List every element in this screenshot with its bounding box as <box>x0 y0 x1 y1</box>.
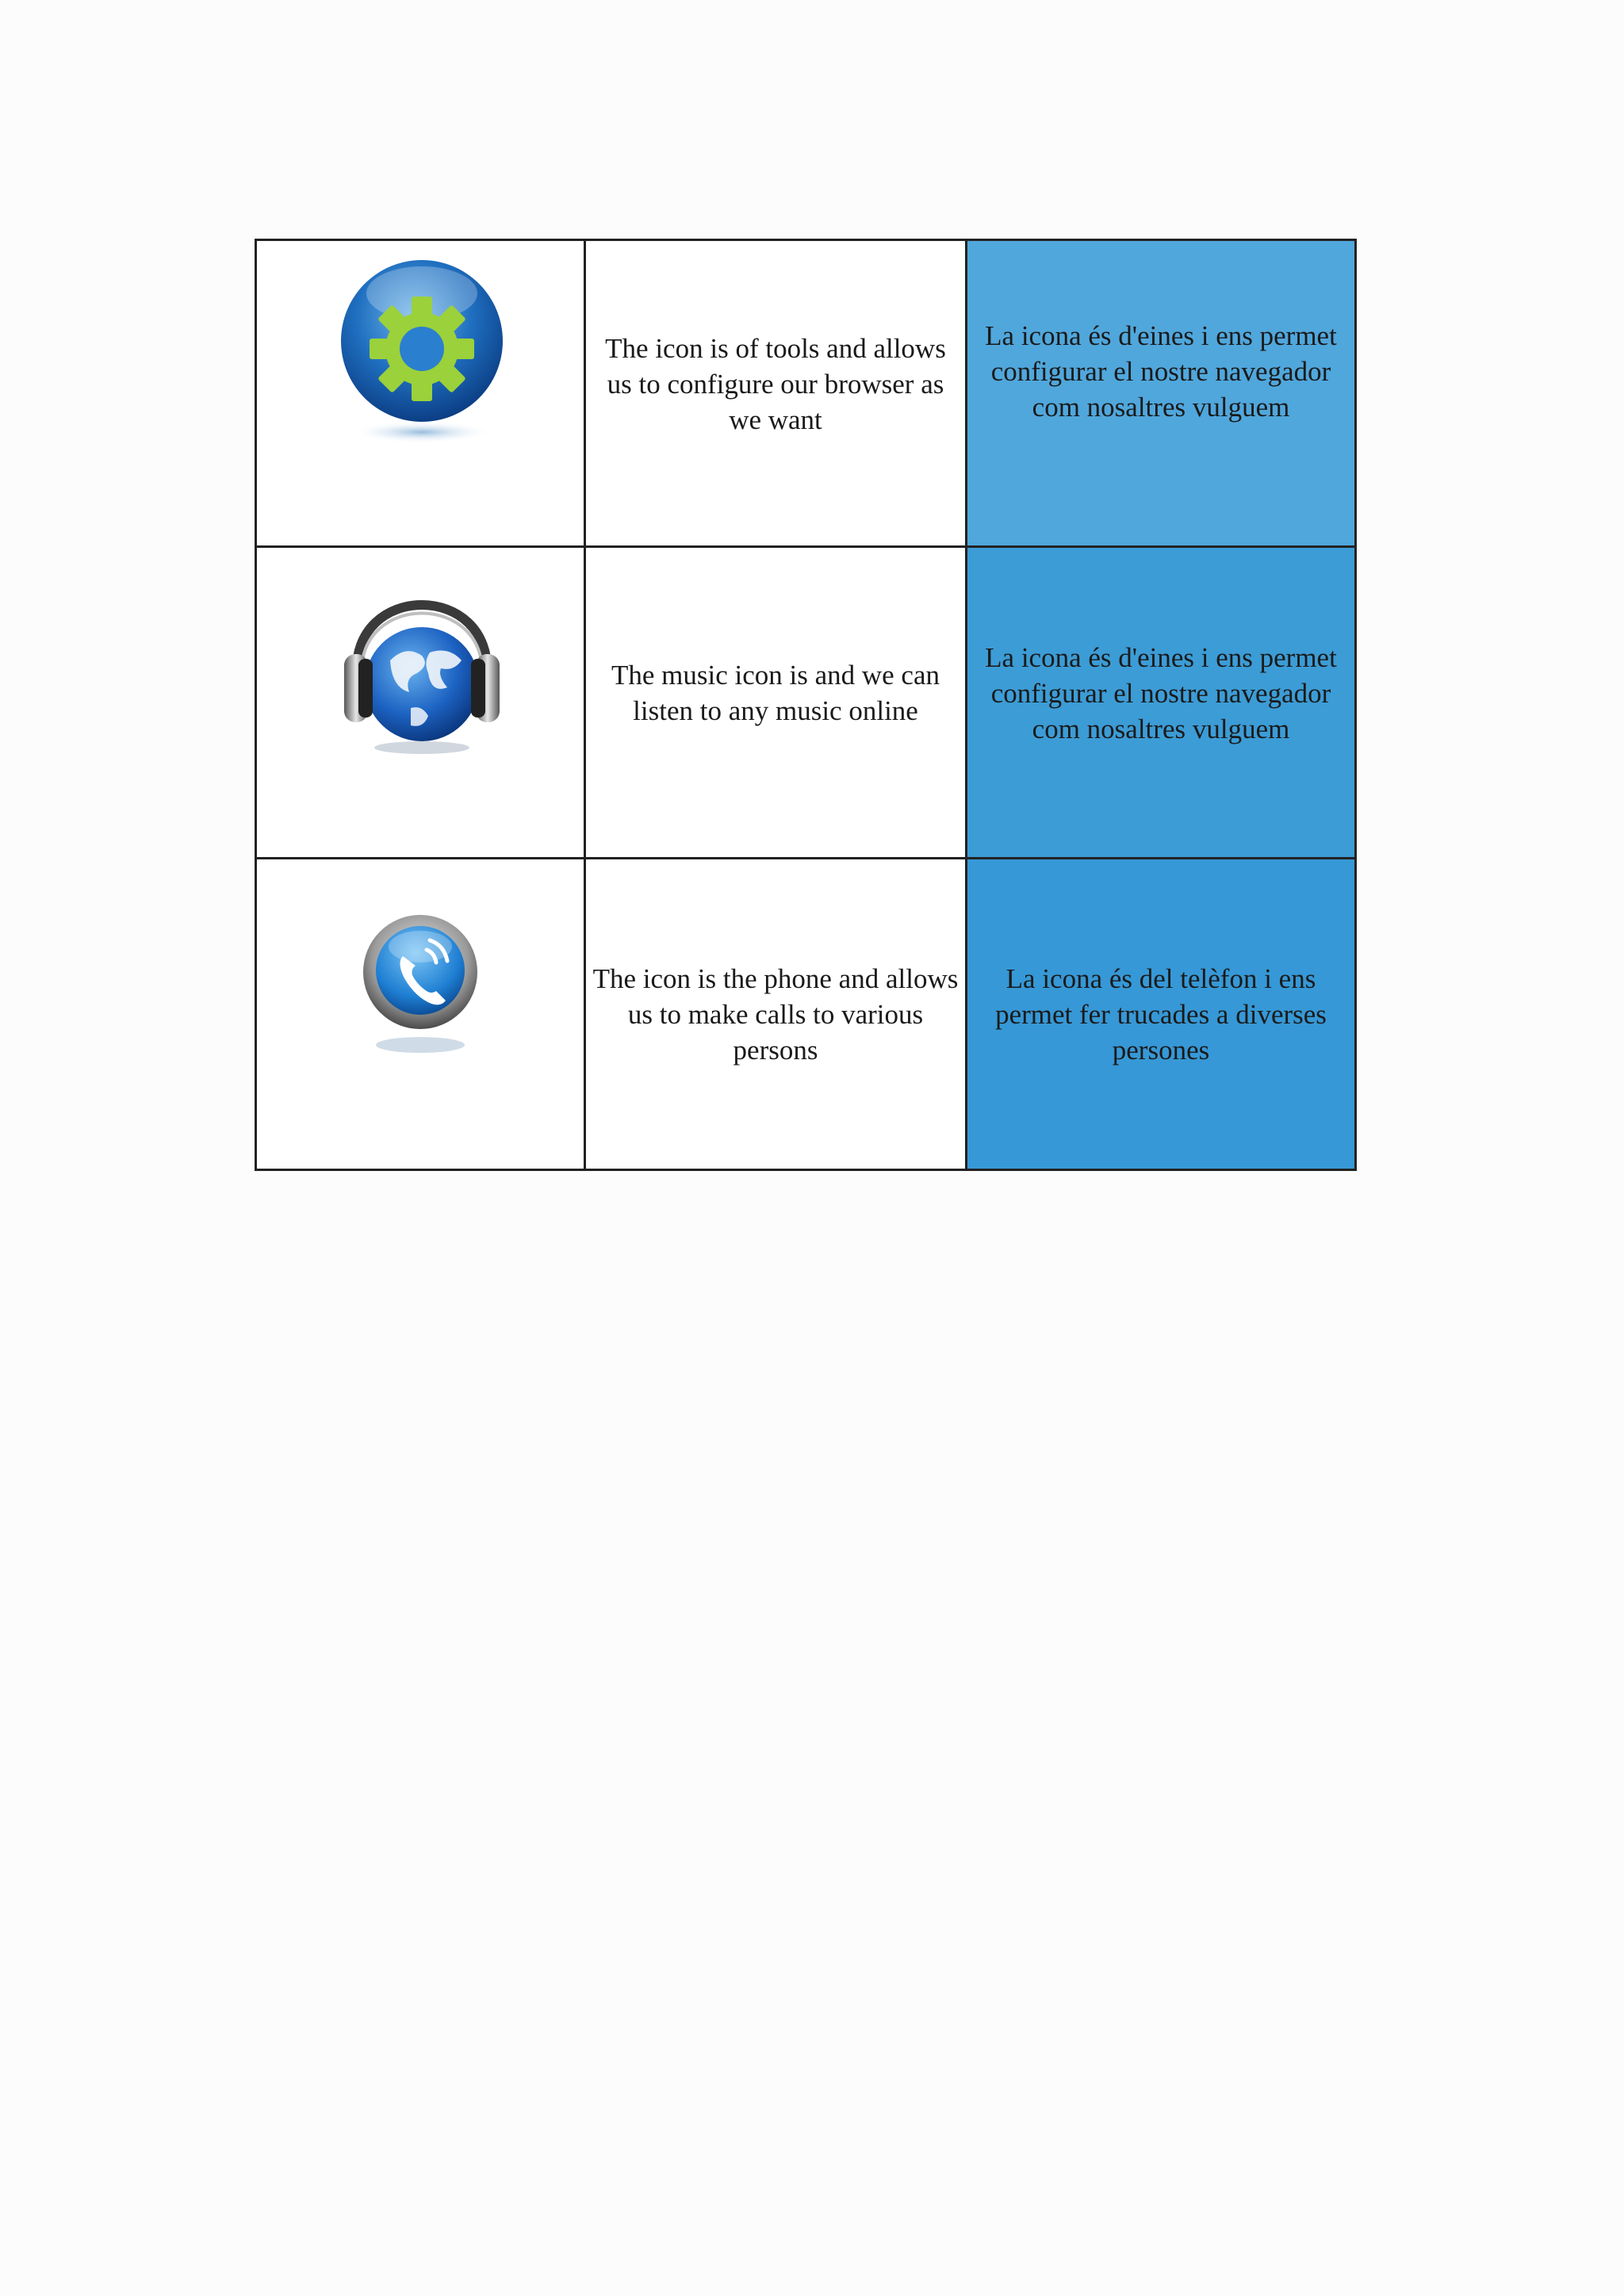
english-description-cell <box>585 547 967 859</box>
catalan-description-cell <box>967 859 1356 1170</box>
headphones-globe-icon <box>335 565 509 763</box>
catalan-description-cell <box>967 240 1356 547</box>
catalan-description: La icona és d'eines i ens permet configurar el nostre navegador com nosaltres vulguem <box>985 641 1337 744</box>
english-description: The icon is of tools and allows us to configure our browser as we want <box>605 332 946 435</box>
table-row <box>256 240 1356 547</box>
icon-cell <box>256 547 585 859</box>
icon-cell <box>256 859 585 1170</box>
catalan-description-cell <box>967 547 1356 859</box>
gear-icon <box>335 254 509 460</box>
catalan-description: La icona és del telèfon i ens permet fer trucades a diverses persones <box>995 962 1327 1066</box>
english-description-cell <box>585 240 967 547</box>
table-row <box>256 859 1356 1170</box>
english-description: The icon is the phone and allows us to make calls to various persons <box>592 962 959 1066</box>
icon-cell <box>256 240 585 547</box>
catalan-description: La icona és d'eines i ens permet configurar el nostre navegador com nosaltres vulguem <box>985 320 1337 423</box>
english-description: The music icon is and we can listen to any music online <box>611 660 940 726</box>
table-row <box>256 547 1356 859</box>
phone-icon <box>357 905 484 1080</box>
icon-description-table <box>255 239 1357 1171</box>
english-description-cell <box>585 859 967 1170</box>
